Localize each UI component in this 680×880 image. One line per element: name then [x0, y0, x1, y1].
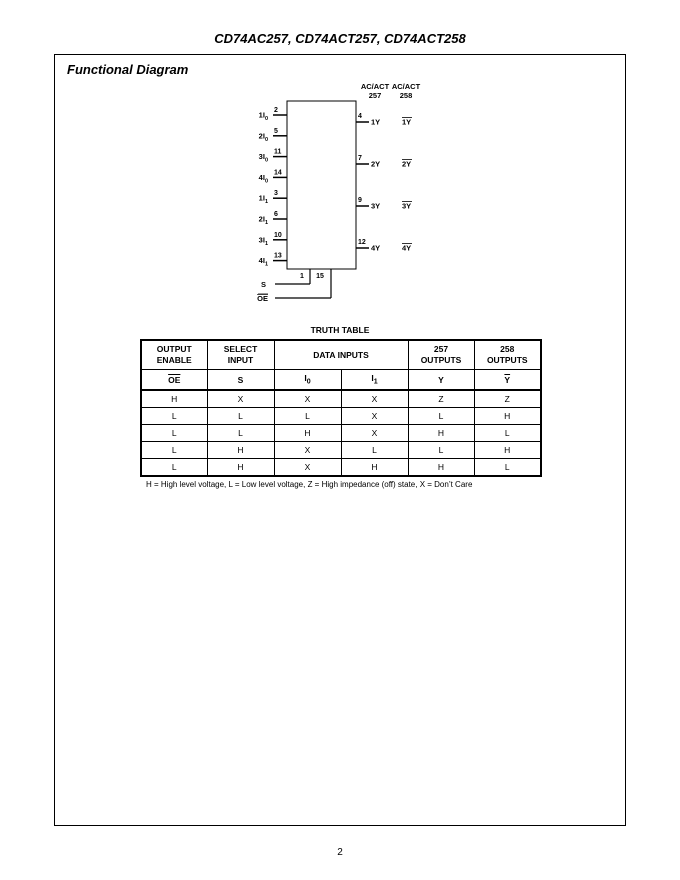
- col-header-258-line1: AC/ACT: [391, 82, 421, 91]
- cell-i0: L: [274, 408, 341, 425]
- input-pin-number: 14: [274, 169, 282, 177]
- table-row: [141, 390, 541, 408]
- input-pins: [259, 107, 287, 268]
- table-row: [141, 459, 541, 477]
- cell-s: X: [207, 390, 274, 408]
- cell-y-bar: L: [474, 459, 541, 477]
- subheader-y-bar: $\overline{Y}$: [474, 370, 541, 391]
- output-label-257: 4Y: [371, 243, 381, 253]
- cell-y-bar: L: [474, 425, 541, 442]
- cell-i0: X: [274, 390, 341, 408]
- bottom-pin-number-1: 1: [300, 273, 304, 280]
- cell-i1: H: [341, 459, 408, 477]
- output-label-258: 3Y: [402, 201, 412, 211]
- input-pin-number: 2: [274, 107, 278, 114]
- header-257-outputs: 257 OUTPUTS: [408, 340, 474, 370]
- col-header-257-line1: AC/ACT: [360, 82, 390, 91]
- table-row: [141, 408, 541, 425]
- output-label-257: 3Y: [371, 201, 381, 211]
- input-pin-number: 6: [274, 211, 278, 218]
- input-pin-label: $3I_0$: [258, 152, 268, 164]
- cell-y: Z: [408, 390, 474, 408]
- subheader-i1: $I_1$: [341, 370, 408, 391]
- output-pins: [356, 113, 412, 253]
- output-label-258: 2Y: [402, 159, 412, 169]
- cell-i0: X: [274, 459, 341, 477]
- output-pin-number: 9: [358, 197, 362, 204]
- cell-oe: L: [141, 442, 207, 459]
- header-output-enable: OUTPUT ENABLE: [141, 340, 207, 370]
- output-label-257: 2Y: [371, 159, 381, 169]
- table-row: [141, 425, 541, 442]
- subheader-oe: $\overline{OE}$: [141, 370, 207, 391]
- truth-table-header-row: [141, 340, 541, 370]
- col-header-258-line2: 258: [399, 91, 413, 100]
- cell-oe: H: [141, 390, 207, 408]
- cell-oe: L: [141, 425, 207, 442]
- input-pin-number: 5: [274, 127, 278, 135]
- subheader-s: S: [207, 370, 274, 391]
- input-pin-label: $2I_0$: [258, 131, 268, 143]
- cell-s: L: [207, 425, 274, 442]
- table-row: [141, 442, 541, 459]
- bottom-pin-number-15: 15: [316, 273, 324, 280]
- cell-y-bar: Z: [474, 390, 541, 408]
- input-pin-number: 10: [274, 231, 282, 239]
- cell-i0: X: [274, 442, 341, 459]
- output-label-257: 1Y: [371, 117, 381, 127]
- output-pin-number: 7: [358, 155, 362, 162]
- subheader-i0: $I_0$: [274, 370, 341, 391]
- input-pin-number: 13: [274, 252, 282, 260]
- enable-label: OE: [257, 294, 268, 303]
- cell-y-bar: H: [474, 408, 541, 425]
- cell-y-bar: H: [474, 442, 541, 459]
- header-258-outputs: 258 OUTPUTS: [474, 340, 541, 370]
- input-pin-label: $4I_1$: [258, 256, 268, 268]
- output-label-258: 4Y: [402, 243, 412, 253]
- truth-table-subheader-row: [141, 370, 541, 391]
- cell-oe: L: [141, 459, 207, 477]
- input-pin-label: $1I_1$: [258, 193, 268, 206]
- cell-oe: L: [141, 408, 207, 425]
- cell-s: L: [207, 408, 274, 425]
- truth-table-note: H = High level voltage, L = Low level voltage, Z = High impedance (off) state, X = Don’t Care: [146, 480, 473, 489]
- cell-i1: X: [341, 408, 408, 425]
- chip-body: [287, 101, 356, 269]
- cell-i1: X: [341, 390, 408, 408]
- cell-s: H: [207, 442, 274, 459]
- page-header: CD74AC257, CD74ACT257, CD74ACT258: [214, 31, 466, 46]
- output-label-258: 1Y: [402, 117, 412, 127]
- input-pin-label: $4I_0$: [258, 172, 268, 185]
- cell-i0: H: [274, 425, 341, 442]
- cell-y: L: [408, 408, 474, 425]
- cell-i1: L: [341, 442, 408, 459]
- cell-y: H: [408, 425, 474, 442]
- cell-y: H: [408, 459, 474, 477]
- input-pin-number: 11: [274, 148, 282, 156]
- output-pin-number: 4: [358, 113, 362, 120]
- page-number: 2: [337, 847, 343, 858]
- output-pin-number: 12: [358, 239, 366, 246]
- functional-diagram: [0, 0, 680, 320]
- cell-y: L: [408, 442, 474, 459]
- input-pin-label: $3I_1$: [258, 235, 268, 247]
- header-data-inputs: DATA INPUTS: [274, 340, 408, 370]
- input-pin-number: 3: [274, 190, 278, 198]
- select-label: S: [260, 280, 266, 289]
- header-select-input: SELECT INPUT: [207, 340, 274, 370]
- cell-i1: X: [341, 425, 408, 442]
- truth-table-title: TRUTH TABLE: [310, 325, 370, 335]
- input-pin-label: $2I_1$: [258, 214, 268, 226]
- cell-s: H: [207, 459, 274, 477]
- subheader-y: Y: [408, 370, 474, 391]
- input-pin-label: $1I_0$: [258, 110, 268, 122]
- section-title: Functional Diagram: [67, 62, 189, 77]
- col-header-257-line2: 257: [368, 91, 382, 100]
- truth-table: [140, 339, 542, 477]
